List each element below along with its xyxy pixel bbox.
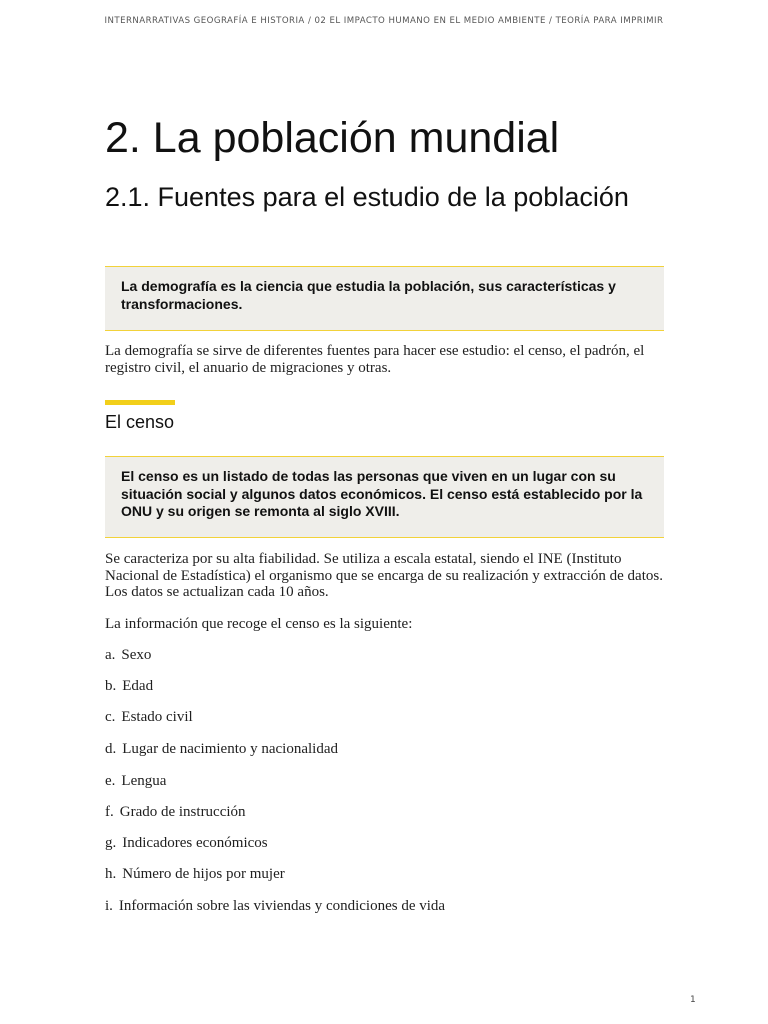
list-item-text: Lugar de nacimiento y nacionalidad: [122, 741, 338, 757]
list-item: [105, 740, 338, 758]
censo-paragraph: Se caracteriza por su alta fiabilidad. Se utiliza a escala estatal, siendo el INE (Instituto Nacional de Estadística) el organismo que se encarga de su realización y extracción de datos. Los datos se actualizan cada 10 años.: [105, 551, 663, 600]
list-item: [105, 865, 285, 883]
list-marker: h.: [105, 866, 117, 882]
intro-paragraph: La demografía se sirve de diferentes fuentes para hacer ese estudio: el censo, el padrón, el registro civil, el anuario de migraciones y otras.: [105, 343, 645, 376]
section-accent-bar: [105, 400, 175, 405]
list-item-text: Indicadores económicos: [122, 835, 268, 851]
list-marker: a.: [105, 647, 116, 663]
list-marker: i.: [105, 898, 113, 914]
list-item-text: Estado civil: [121, 709, 193, 725]
section-subtitle: 2.1. Fuentes para el estudio de la población: [105, 182, 629, 212]
list-marker: c.: [105, 709, 116, 725]
list-item: [105, 646, 151, 664]
censo-heading: El censo: [105, 412, 175, 432]
list-marker: f.: [105, 804, 114, 820]
list-item-text: Edad: [122, 678, 154, 694]
censo-callout: [105, 456, 664, 538]
list-item: [105, 834, 268, 852]
list-item-text: Lengua: [121, 773, 167, 789]
list-item: [105, 677, 153, 695]
list-marker: e.: [105, 773, 116, 789]
list-marker: b.: [105, 678, 117, 694]
list-intro: La información que recoge el censo es la siguiente:: [105, 616, 413, 632]
page-title: 2. La población mundial: [105, 114, 560, 162]
definition-callout: [105, 266, 664, 331]
list-item-text: Sexo: [121, 647, 152, 663]
list-item-text: Información sobre las viviendas y condiciones de vida: [118, 898, 446, 914]
list-item: [105, 897, 445, 915]
list-item: [105, 708, 193, 726]
definition-callout-text: La demografía es la ciencia que estudia la población, sus características y transformaciones.: [121, 278, 616, 312]
list-item-text: Grado de instrucción: [119, 804, 246, 820]
breadcrumb: INTERNARRATIVAS GEOGRAFÍA E HISTORIA / 02 EL IMPACTO HUMANO EN EL MEDIO AMBIENTE / TEORÍA PARA IMPRIMIR: [104, 16, 664, 26]
list-item-text: Número de hijos por mujer: [122, 866, 285, 882]
list-marker: g.: [105, 835, 117, 851]
page-number: 1: [690, 995, 696, 1005]
censo-callout-text: El censo es un listado de todas las personas que viven en un lugar con su situación social y algunos datos económicos. El censo está establecido por la ONU y su origen se remonta al siglo XVIII.: [121, 468, 643, 519]
list-item: [105, 803, 246, 821]
list-marker: d.: [105, 741, 117, 757]
list-item: [105, 772, 166, 790]
